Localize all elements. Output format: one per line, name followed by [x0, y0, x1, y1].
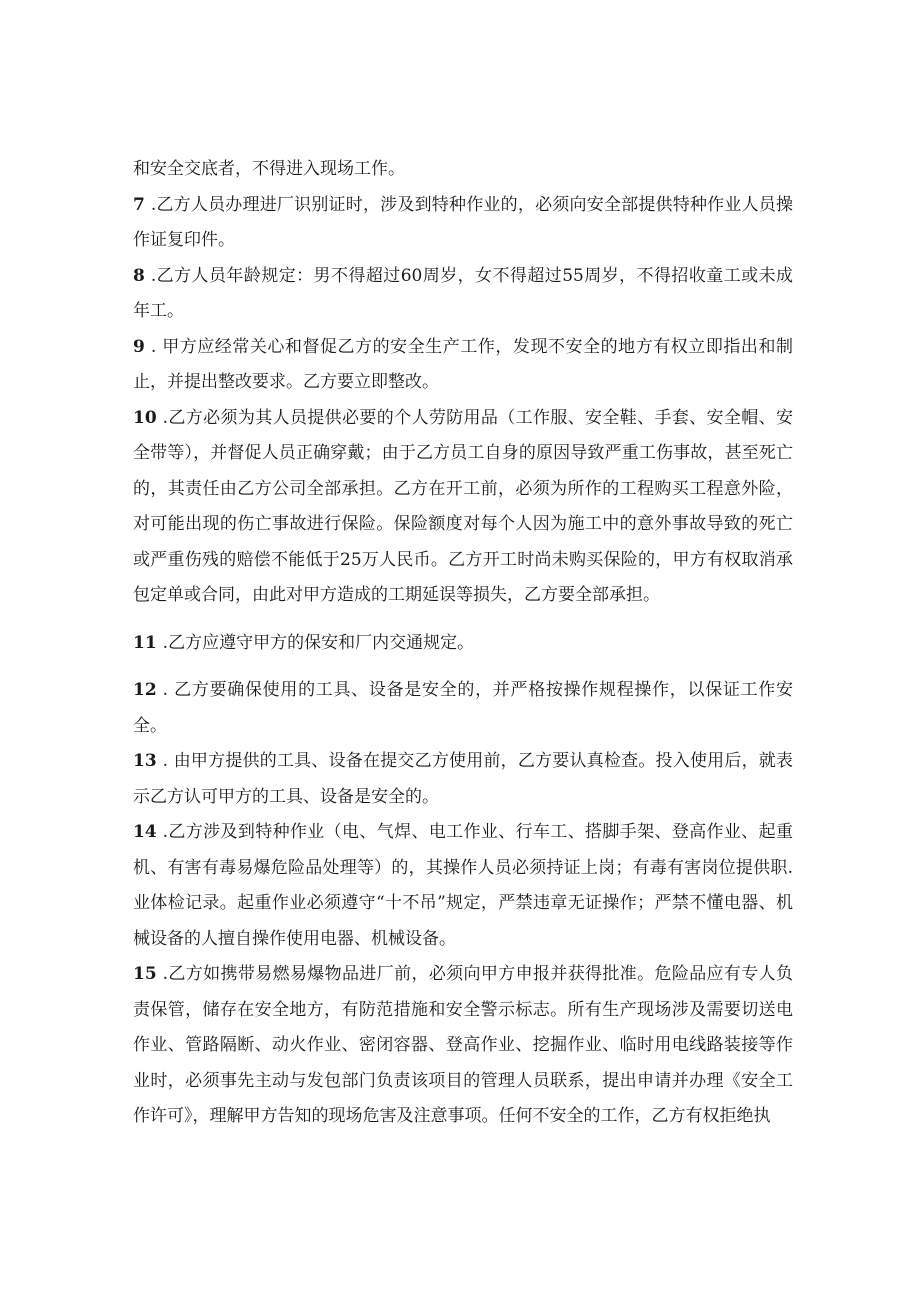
clause-text: .乙方必须为其人员提供必要的个人劳防用品（工作服、安全鞋、手套、安全帽、安全带等），并督促人员正确穿戴；由于乙方员工自身的原因导致严重工伤事故，甚至死亡的，其责任由乙方公司全部承担。乙方在开工前，必须为所作的工程购买工程意外险，对可能出现的伤亡事故进行保险。保险额度对每个人因为施工中的意外事故导致的死亡或严重伤残的赔偿不能低于25万人民币。乙方开工时尚未购买保险的，甲方有权取消承包定单或合同，由此对甲方造成的工期延误等损失，乙方要全部承担。	[133, 407, 793, 605]
clause-7	[133, 188, 793, 259]
clause-number: 12	[133, 680, 157, 700]
clause-9	[133, 330, 793, 401]
clause-number: 11	[133, 632, 157, 653]
clause-number: 15	[133, 964, 157, 984]
clause-15	[133, 957, 793, 1135]
spacer	[133, 614, 793, 626]
clause-text: .乙方人员办理进厂识别证时，涉及到特种作业的，必须向安全部提供特种作业人员操作证复印件。	[133, 194, 793, 250]
clause-text: . 甲方应经常关心和督促乙方的安全生产工作，发现不安全的地方有权立即指出和制止，并提出整改要求。乙方要立即整改。	[133, 336, 793, 392]
clause-13	[133, 744, 793, 815]
clause-text: .乙方人员年龄规定：男不得超过60周岁，女不得超过55周岁，不得招收童工或未成年工。	[133, 265, 793, 321]
clause-number: 9	[133, 336, 145, 357]
paragraph-continuation	[133, 152, 793, 188]
clause-text: . 由甲方提供的工具、设备在提交乙方使用前，乙方要认真检查。投入使用后，就表示乙方认可甲方的工具、设备是安全的。	[133, 751, 793, 807]
clause-12	[133, 673, 793, 744]
clause-number: 8	[133, 265, 145, 286]
clause-text: .乙方如携带易燃易爆物品进厂前，必须向甲方申报并获得批准。危险品应有专人负责保管，储存在安全地方，有防范措施和安全警示标志。所有生产现场涉及需要切送电作业、管路隔断、动火作业、密闭容器、登高作业、挖掘作业、临时用电线路装接等作业时，必须事先主动与发包部门负责该项目的管理人员联系，提出申请并办理《安全工作许可》，理解甲方告知的现场危害及注意事项。任何不安全的工作，乙方有权拒绝执	[133, 964, 793, 1126]
clause-10	[133, 401, 793, 614]
clause-number: 14	[133, 822, 157, 842]
spacer	[133, 661, 793, 673]
clause-number: 10	[133, 407, 157, 428]
clause-11	[133, 626, 793, 662]
clause-number: 13	[133, 751, 157, 771]
clause-text: .乙方应遵守甲方的保安和厂内交通规定。	[162, 632, 475, 653]
clause-text: . 乙方要确保使用的工具、设备是安全的，并严格按操作规程操作，以保证工作安全。	[133, 680, 793, 736]
document-body	[133, 152, 793, 1135]
paragraph-text: 和安全交底者，不得进入现场工作。	[133, 159, 405, 179]
clause-14	[133, 815, 793, 957]
clause-number: 7	[133, 194, 145, 215]
clause-text: .乙方涉及到特种作业（电、气焊、电工作业、行车工、搭脚手架、登高作业、起重机、有害有毒易爆危险品处理等）的，其操作人员必须持证上岗；有毒有害岗位提供职. 业体检记录。起重作业必须遵守“十不吊”规定，严禁违章无证操作；严禁不懂电器、机械设备的人擅自操作使用电器、机械设备。	[133, 822, 793, 949]
clause-8	[133, 259, 793, 330]
